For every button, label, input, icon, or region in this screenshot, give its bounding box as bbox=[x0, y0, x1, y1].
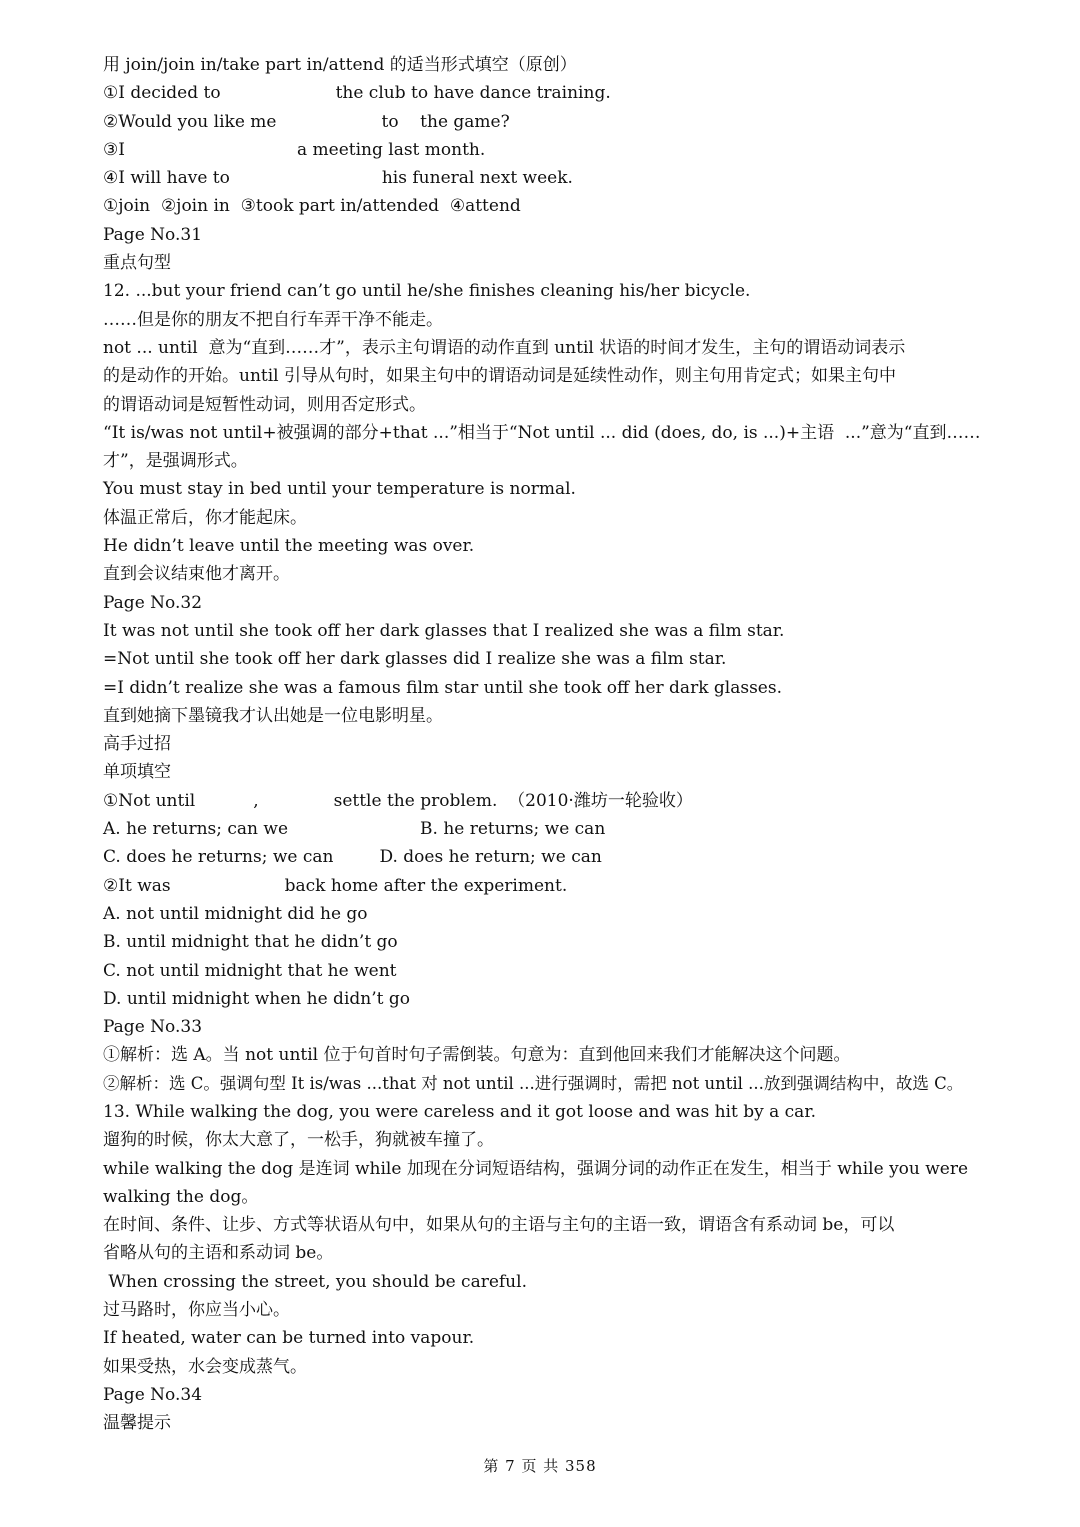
section-heading: 单项填空 bbox=[103, 762, 171, 783]
explanation: while walking the dog 是连词 while 加现在分词短语结构，强调分词的动作正在发生，相当于 while you were bbox=[103, 1158, 969, 1179]
quiz-question-1 bbox=[103, 787, 983, 815]
item-text: the club to have dance training. bbox=[335, 83, 611, 104]
sentence-pattern-12: 12. ...but your friend can’t go until he/she finishes cleaning his/her bicycle. bbox=[103, 281, 751, 302]
item-text: ③I bbox=[103, 139, 125, 160]
explanation: 才”，是强调形式。 bbox=[103, 451, 248, 472]
explanation: 的谓语动词是短暂性动词，则用否定形式。 bbox=[103, 394, 426, 415]
option-a: A. not until midnight did he go bbox=[103, 903, 368, 924]
quiz-options bbox=[103, 843, 983, 871]
translation: 过马路时，你应当小心。 bbox=[103, 1300, 290, 1321]
example-sentence: =I didn’t realize she was a famous film star until she took off her dark glasses. bbox=[103, 677, 782, 698]
option-a: A. he returns; can we bbox=[103, 819, 289, 840]
item-text: ①Not until bbox=[103, 790, 196, 811]
item-text: ②Would you like me bbox=[103, 111, 277, 132]
exercise-heading: 用 join/join in/take part in/attend 的适当形式填空（原创） bbox=[103, 55, 577, 75]
explanation: 的是动作的开始。until 引导从句时，如果主句中的谓语动词是延续性动作，则主句用肯定式；如果主句中 bbox=[103, 366, 897, 387]
explanation: not ... until 意为“直到……才”，表示主句谓语的动作直到 until 状语的时间才发生，主句的谓语动词表示 bbox=[103, 337, 906, 358]
option-d: D. until midnight when he didn’t go bbox=[103, 988, 410, 1009]
page-number-label: Page No.31 bbox=[103, 224, 203, 245]
translation: 直到她摘下墨镜我才认出她是一位电影明星。 bbox=[103, 705, 443, 726]
item-text: ②It was bbox=[103, 875, 171, 896]
item-text: ④I will have to bbox=[103, 168, 230, 189]
fill-blank-item-1 bbox=[103, 79, 983, 107]
fill-blank-item-2 bbox=[103, 108, 983, 136]
answer-analysis: ①解析：选 A。当 not until 位于句首时句子需倒装。句意为：直到他回来我们才能解决这个问题。 bbox=[103, 1045, 851, 1066]
item-text: settle the problem. （2010·潍坊一轮验收） bbox=[333, 790, 693, 811]
option-d: D. does he return; we can bbox=[379, 847, 602, 868]
option-b: B. until midnight that he didn’t go bbox=[103, 932, 398, 953]
example-sentence: =Not until she took off her dark glasses did I realize she was a film star. bbox=[103, 649, 727, 670]
fill-blank-item-3 bbox=[103, 136, 983, 164]
page-number-label: Page No.32 bbox=[103, 592, 203, 613]
translation: ……但是你的朋友不把自行车弄干净不能走。 bbox=[103, 309, 443, 330]
section-heading: 高手过招 bbox=[103, 734, 171, 755]
item-text: to the game? bbox=[381, 111, 510, 132]
page-footer: 第 7 页 共 358 bbox=[483, 1457, 597, 1475]
item-text: ①I decided to bbox=[103, 83, 221, 104]
option-c: C. does he returns; we can bbox=[103, 847, 334, 868]
sentence-pattern-13: 13. While walking the dog, you were careless and it got loose and was hit by a car. bbox=[103, 1101, 816, 1122]
example-sentence: He didn’t leave until the meeting was over. bbox=[103, 536, 475, 557]
translation: 如果受热，水会变成蒸气。 bbox=[103, 1356, 307, 1377]
page-number-label: Page No.34 bbox=[103, 1384, 203, 1405]
section-heading: 重点句型 bbox=[103, 253, 171, 274]
document-body bbox=[103, 51, 983, 1438]
example-sentence: It was not until she took off her dark glasses that I realized she was a film star. bbox=[103, 620, 785, 641]
section-heading: 温馨提示 bbox=[103, 1413, 171, 1434]
explanation: 在时间、条件、让步、方式等状语从句中，如果从句的主语与主句的主语一致，谓语含有系动词 be，可以 bbox=[103, 1215, 895, 1236]
translation: 遛狗的时候，你太大意了，一松手，狗就被车撞了。 bbox=[103, 1130, 494, 1151]
option-c: C. not until midnight that he went bbox=[103, 960, 397, 981]
answer-analysis: ②解析：选 C。强调句型 It is/was ...that 对 not until ...进行强调时，需把 not until ...放到强调结构中，故选 C。 bbox=[103, 1073, 964, 1093]
answer-key: ①join ②join in ③took part in/attended ④attend bbox=[103, 196, 521, 217]
translation: 体温正常后，你才能起床。 bbox=[103, 507, 307, 528]
explanation: “It is/was not until+被强调的部分+that ...”相当于“Not until ... did (does, do, is ...)+主语 ...”意为“直到…… bbox=[103, 422, 981, 443]
item-text: his funeral next week. bbox=[381, 168, 573, 189]
page-number-label: Page No.33 bbox=[103, 1017, 203, 1038]
fill-blank-item-4 bbox=[103, 164, 983, 192]
item-text: back home after the experiment. bbox=[284, 875, 568, 896]
quiz-options bbox=[103, 815, 983, 843]
option-b: B. he returns; we can bbox=[420, 819, 606, 840]
example-sentence: If heated, water can be turned into vapour. bbox=[103, 1328, 475, 1349]
explanation: 省略从句的主语和系动词 be。 bbox=[103, 1243, 334, 1264]
translation: 直到会议结束他才离开。 bbox=[103, 564, 290, 585]
explanation: walking the dog。 bbox=[103, 1186, 259, 1207]
quiz-question-2 bbox=[103, 872, 983, 900]
item-text: , bbox=[253, 790, 259, 811]
example-sentence: You must stay in bed until your temperature is normal. bbox=[103, 479, 576, 500]
example-sentence: When crossing the street, you should be careful. bbox=[103, 1271, 527, 1292]
item-text: a meeting last month. bbox=[296, 139, 486, 160]
